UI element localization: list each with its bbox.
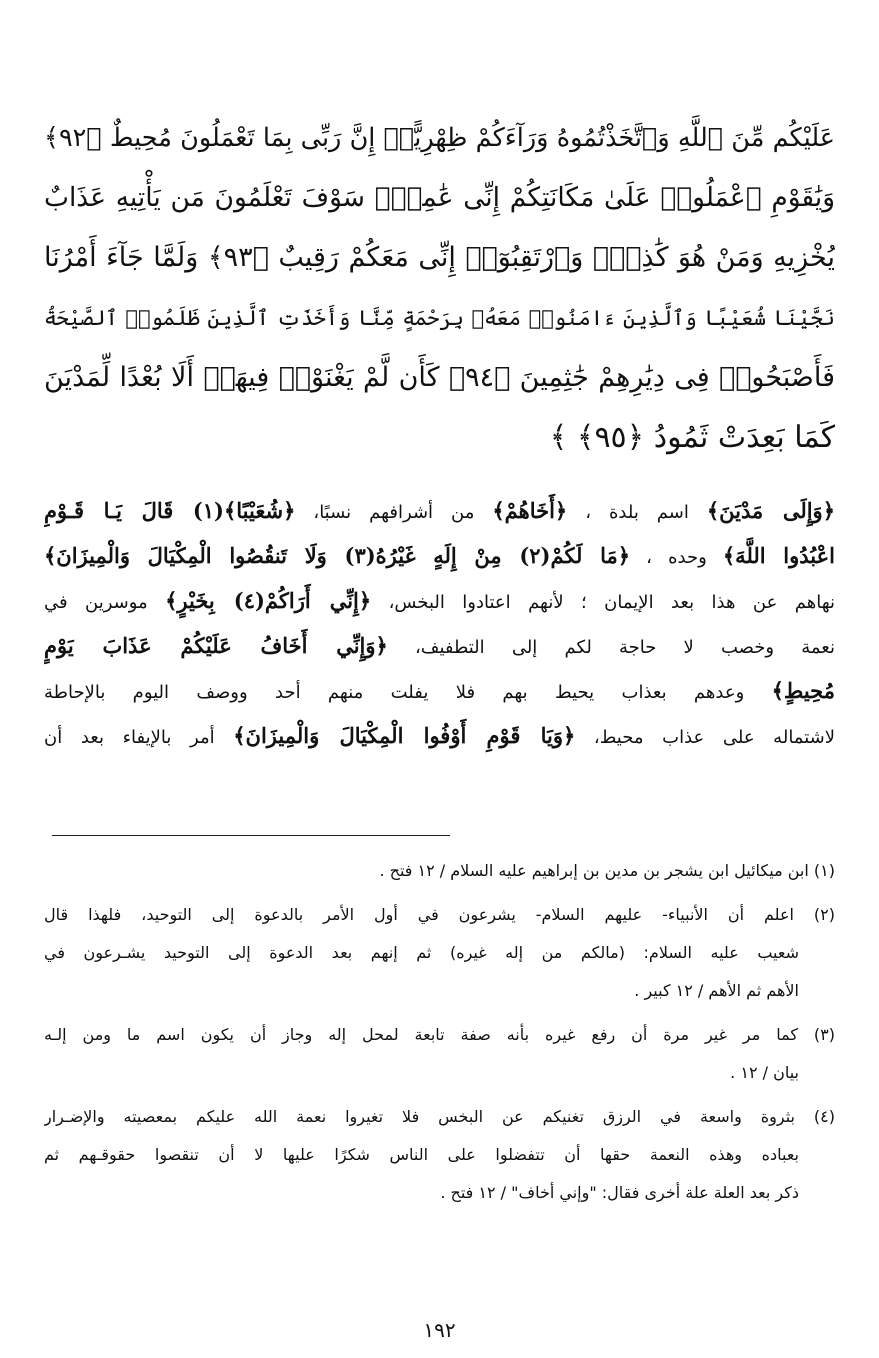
footnote-line: (١) ابن ميكائيل ابن يشجر بن مدين بن إبراهيم عليه السلام / ١٢ فتح . [379, 861, 835, 880]
quran-quote: ﴿وَإِلَى مَدْيَنَ﴾ [706, 498, 835, 523]
tafsir-line [44, 533, 835, 578]
footnote-line: (٢) اعلم أن الأنبياء- عليهم السلام- يشرعون في أول الأمر بالدعوة إلى التوحيد، فلهذا قال [44, 905, 835, 924]
tafsir-line [44, 488, 835, 533]
quran-line: عَلَيْكُم مِّنَ ٱللَّهِ وَٱتَّخَذْتُمُوهُ وَرَآءَكُمْ ظِهْرِيًّاۖ إِنَّ رَبِّى بِمَا تَعْمَلُونَ مُحِيطٌ ﴿٩٢﴾ [44, 123, 835, 153]
footnote-line: ذكر بعد العلة علة أخرى فقال: "وإني أخاف" / ١٢ فتح . [440, 1183, 799, 1202]
quran-verses [44, 108, 835, 468]
footnote-line: بعباده وهذه النعمة حقها أن تتفضلوا على الناس شكرًا عليها لا أن تنقصوا حقوقـهم ثم [44, 1145, 799, 1164]
quran-line: وَيَٰقَوْمِ ٱعْمَلُوا۟ عَلَىٰ مَكَانَتِكُمْ إِنِّى عَٰمِلٌۖ سَوْفَ تَعْلَمُونَ مَن يَأْتِيهِ عَذَابٌ [44, 182, 835, 213]
quran-quote: ﴿مَا لَكُمْ(٢) مِنْ إِلَهٍ غَيْرُهُ(٣) وَلَا تَنقُصُوا الْمِكْيَالَ وَالْمِيزَانَ﴾ [44, 543, 631, 568]
quran-quote: ﴿وَإِنِّي أَخَافُ عَلَيْكُمْ عَذَابَ يَوْمٍ [44, 633, 388, 658]
quran-line: كَمَا بَعِدَتْ ثَمُودُ ﴿٩٥﴾ ﴾ [549, 420, 835, 455]
quran-quote: ﴿شُعَيْبًا﴾(١) قَالَ يَـا قَـوْمِ [44, 498, 296, 523]
commentary-text: نهاهم عن هذا بعد الإيمان ؛ لأنهم اعتادوا البخس، [371, 592, 835, 613]
footnotes [44, 852, 835, 1212]
commentary-text: لاشتماله على عذاب محيط، [575, 727, 835, 748]
commentary-text: من أشرافهم نسبًا، [295, 502, 493, 523]
commentary-text: موسرين في [44, 592, 166, 613]
tafsir-line [44, 623, 835, 668]
tafsir-commentary [44, 488, 835, 758]
footnote-line: (٣) كما مر غير مرة أن رفع غيره بأنه صفة تابعة لمحل إله وجاز أن يكون اسم ما ومن إلـه [44, 1025, 835, 1044]
quran-line: فَأَصْبَحُوا۟ فِى دِيَٰرِهِمْ جَٰثِمِينَ ﴿٩٤﴾ كَأَن لَّمْ يَغْنَوْا۟ فِيهَآۗ أَلَا بُعْدًا لِّمَدْيَنَ [44, 362, 835, 393]
commentary-text: نعمة وخصب لا حاجة لكم إلى التطفيف، [387, 637, 835, 658]
footnote-line: شعيب عليه السلام: (مالكم من إله غيره) ثم إنهم بعد الدعوة إلى التوحيد يشـرعون في [44, 943, 799, 962]
tafsir-line [44, 668, 835, 713]
commentary-text: وحده ، [630, 547, 723, 568]
footnote-line: الأهم ثم الأهم / ١٢ كبير . [634, 981, 799, 1000]
quran-quote: ﴿أَخَاهُمْ﴾ [492, 498, 568, 523]
quran-quote: ﴿وَيَا قَوْمِ أَوْفُوا الْمِكْيَالَ وَالْمِيزَانَ﴾ [233, 723, 576, 748]
commentary-text: أمر بالإيفاء بعد أن [44, 727, 234, 748]
tafsir-line [44, 578, 835, 623]
footnote-line: (٤) بثروة واسعة في الرزق تغنيكم عن البخس فلا تغيروا نعمة الله عليكم بمعصيته والإضـرار [44, 1107, 835, 1126]
quran-quote: اعْبُدُوا اللَّهَ﴾ [722, 543, 835, 568]
quran-line: نَجَّيْنَا شُعَيْبًا وَٱلَّذِينَ ءَامَنُوا۟ مَعَهُۥ بِرَحْمَةٍ مِّنَّا وَأَخَذَتِ ٱلَّذِينَ ظَلَمُوا۟ ٱلصَّيْحَةُ [44, 306, 835, 330]
page-number: ١٩٢ [423, 1318, 456, 1342]
commentary-text: اسم بلدة ، [567, 502, 707, 523]
footnote-divider [52, 835, 450, 836]
commentary-text: وعدهم بعذاب يحيط بهم فلا يفلت منهم أحد ووصف اليوم بالإحاطة [44, 682, 772, 703]
footnote-line: بيان / ١٢ . [730, 1063, 799, 1082]
quran-quote: مُحِيطٍ﴾ [771, 678, 835, 703]
quran-quote: ﴿إِنِّي أَرَاكُمْ(٤) بِخَيْرٍ﴾ [165, 588, 372, 613]
quran-line: يُخْزِيهِ وَمَنْ هُوَ كَٰذِبٌۖ وَٱرْتَقِبُوٓا۟ إِنِّى مَعَكُمْ رَقِيبٌ ﴿٩٣﴾ وَلَمَّا جَآءَ أَمْرُنَا [44, 242, 835, 273]
tafsir-line [44, 713, 835, 758]
